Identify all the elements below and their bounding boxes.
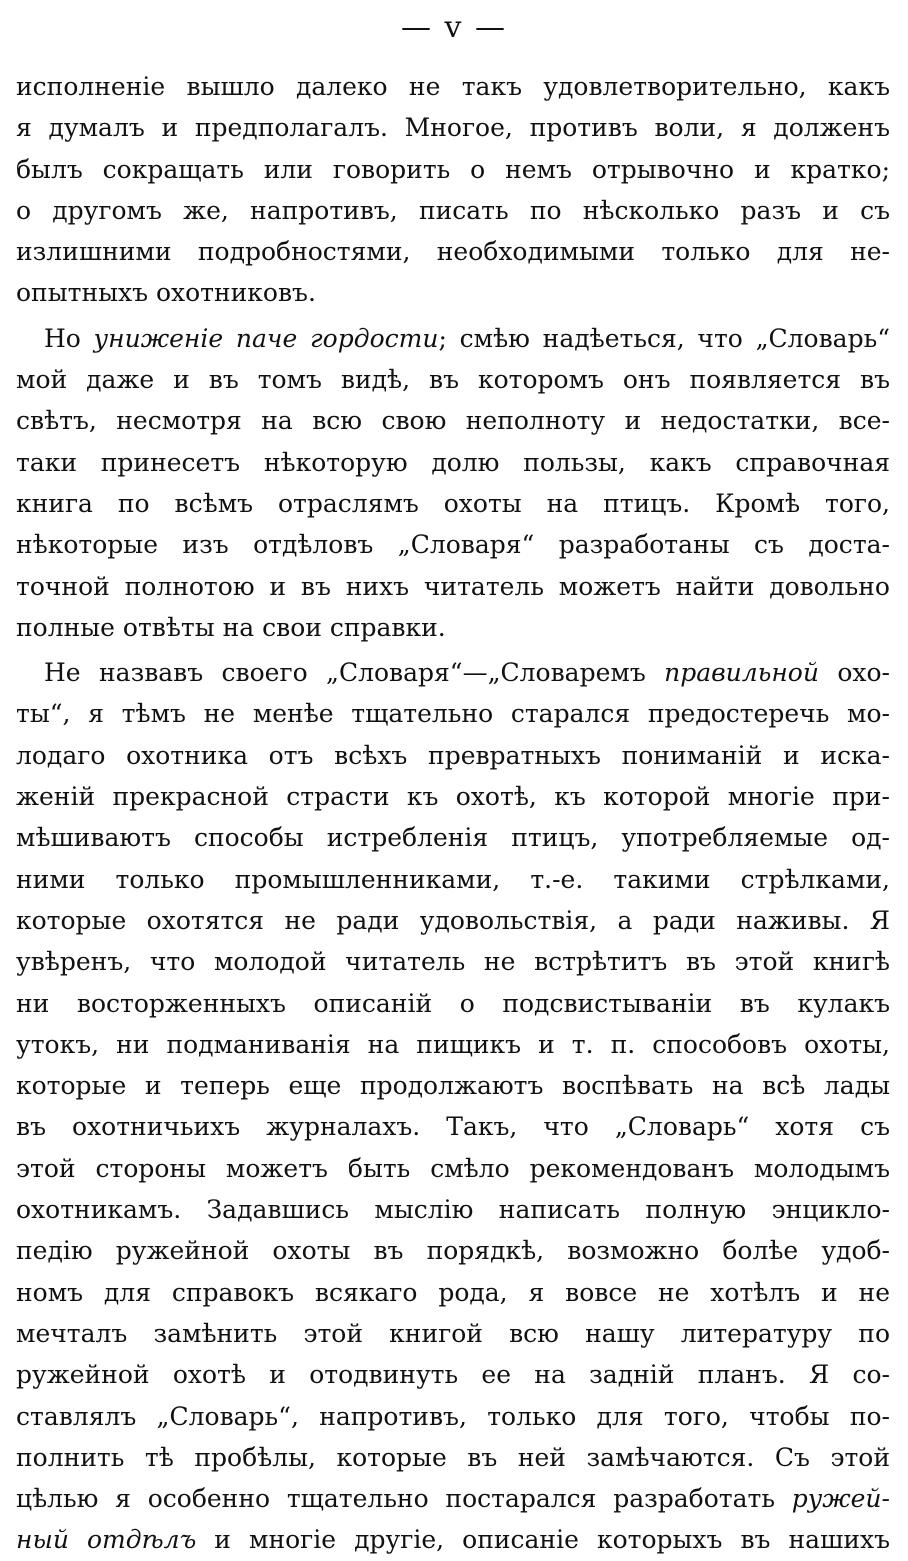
italic-run: униженіе паче гордости [93, 323, 439, 353]
text-line [16, 1519, 890, 1560]
text-line: которые охотятся не ради удовольствія, а ради наживы. Я [16, 905, 890, 935]
text-line: педію ружейной охоты въ порядкѣ, возможно болѣе удоб- [16, 1236, 890, 1266]
italic-run: ружей- [791, 1484, 890, 1514]
text-line: книга по всѣмъ отраслямъ охоты на птицъ. Кромѣ того, [16, 488, 890, 518]
text-line: увѣренъ, что молодой читатель не встрѣтитъ въ этой книгѣ [16, 947, 890, 977]
text-line: которые и теперь еще продолжаютъ воспѣвать на всѣ лады [16, 1071, 890, 1101]
text-run: Но [44, 323, 94, 353]
text-line: мой даже и въ томъ видѣ, въ которомъ онъ появляется въ [16, 365, 890, 395]
text-line: былъ сокращать или говорить о немъ отрывочно и кратко; [16, 154, 890, 184]
paragraph-1 [16, 66, 890, 314]
page-number: — v — [400, 10, 508, 45]
text-run: цѣлью я особенно тщательно постарался разработать [16, 1484, 792, 1514]
text-line: въ охотничьихъ журналахъ. Такъ, что „Словарь“ хотя съ [16, 1112, 890, 1142]
text-line: точной полнотою и въ нихъ читатель можетъ найти довольно [16, 571, 890, 601]
text-line: о другомъ же, напротивъ, писать по нѣсколько разъ и съ [16, 195, 890, 225]
text-line [16, 318, 890, 359]
paragraph-2 [16, 318, 890, 648]
text-line: этой стороны можетъ быть смѣло рекомендованъ молодымъ [16, 1153, 890, 1183]
text-line: ты“, я тѣмъ не менѣе тщательно старался предостеречь мо- [16, 699, 890, 729]
text-run: ; смѣю надѣеться, что „Словарь“ [438, 323, 890, 353]
text-line: полные отвѣты на свои справки. [16, 612, 446, 642]
text-line: ни восторженныхъ описаній о подсвистываніи въ кулакъ [16, 988, 890, 1018]
text-line: я думалъ и предполагалъ. Многое, противъ воли, я долженъ [16, 113, 890, 143]
page-body [16, 66, 890, 1561]
text-line: утокъ, ни подманиванія на пищикъ и т. п. способовъ охоты, [16, 1029, 890, 1059]
text-line: мечталъ замѣнить этой книгой всю нашу литературу по [16, 1318, 890, 1348]
text-line: ружейной охотѣ и отодвинуть ее на задній планъ. Я со- [16, 1360, 890, 1390]
italic-run: правильной [664, 658, 819, 688]
text-line [16, 1478, 890, 1519]
text-line: исполненіе вышло далеко не такъ удовлетворительно, какъ [16, 72, 890, 101]
text-line: охотникамъ. Задавшись мыслію написать полную энциклo- [16, 1195, 890, 1225]
text-line: ставлялъ „Словарь“, напротивъ, только для того, чтобы по- [16, 1401, 890, 1431]
text-line [16, 652, 890, 693]
text-line: полнить тѣ пробѣлы, которые въ ней замѣчаются. Съ этой [16, 1442, 890, 1472]
text-line: свѣтъ, несмотря на всю свою неполноту и недостатки, все- [16, 406, 890, 436]
text-line: лодаго охотника отъ всѣхъ превратныхъ пониманій и иска- [16, 740, 890, 770]
paragraph-3 [16, 652, 890, 1561]
text-line: таки принесетъ нѣкоторую долю пользы, какъ справочная [16, 447, 890, 477]
text-line: мѣшиваютъ способы истребленія птицъ, употребляемые од- [16, 823, 890, 853]
text-line: нѣкоторые изъ отдѣловъ „Словаря“ разработаны съ доста- [16, 530, 890, 560]
text-line: излишними подробностями, необходимыми только для не- [16, 237, 890, 267]
text-run: охо- [818, 658, 890, 688]
text-line: женій прекрасной страсти къ охотѣ, къ которой многіе при- [16, 782, 890, 812]
italic-run: ный отдѣлъ [16, 1525, 197, 1555]
text-line: номъ для справокъ всякаго рода, я вовсе не хотѣлъ и не [16, 1277, 890, 1307]
text-line: опытныхъ охотниковъ. [16, 278, 316, 308]
text-line: ними только промышленниками, т.-е. такими стрѣлками, [16, 864, 890, 894]
text-run: и многіе другіе, описаніе которыхъ въ нашихъ [196, 1525, 890, 1555]
text-run: Не назвавъ своего „Словаря“—„Словаремъ [44, 658, 665, 688]
